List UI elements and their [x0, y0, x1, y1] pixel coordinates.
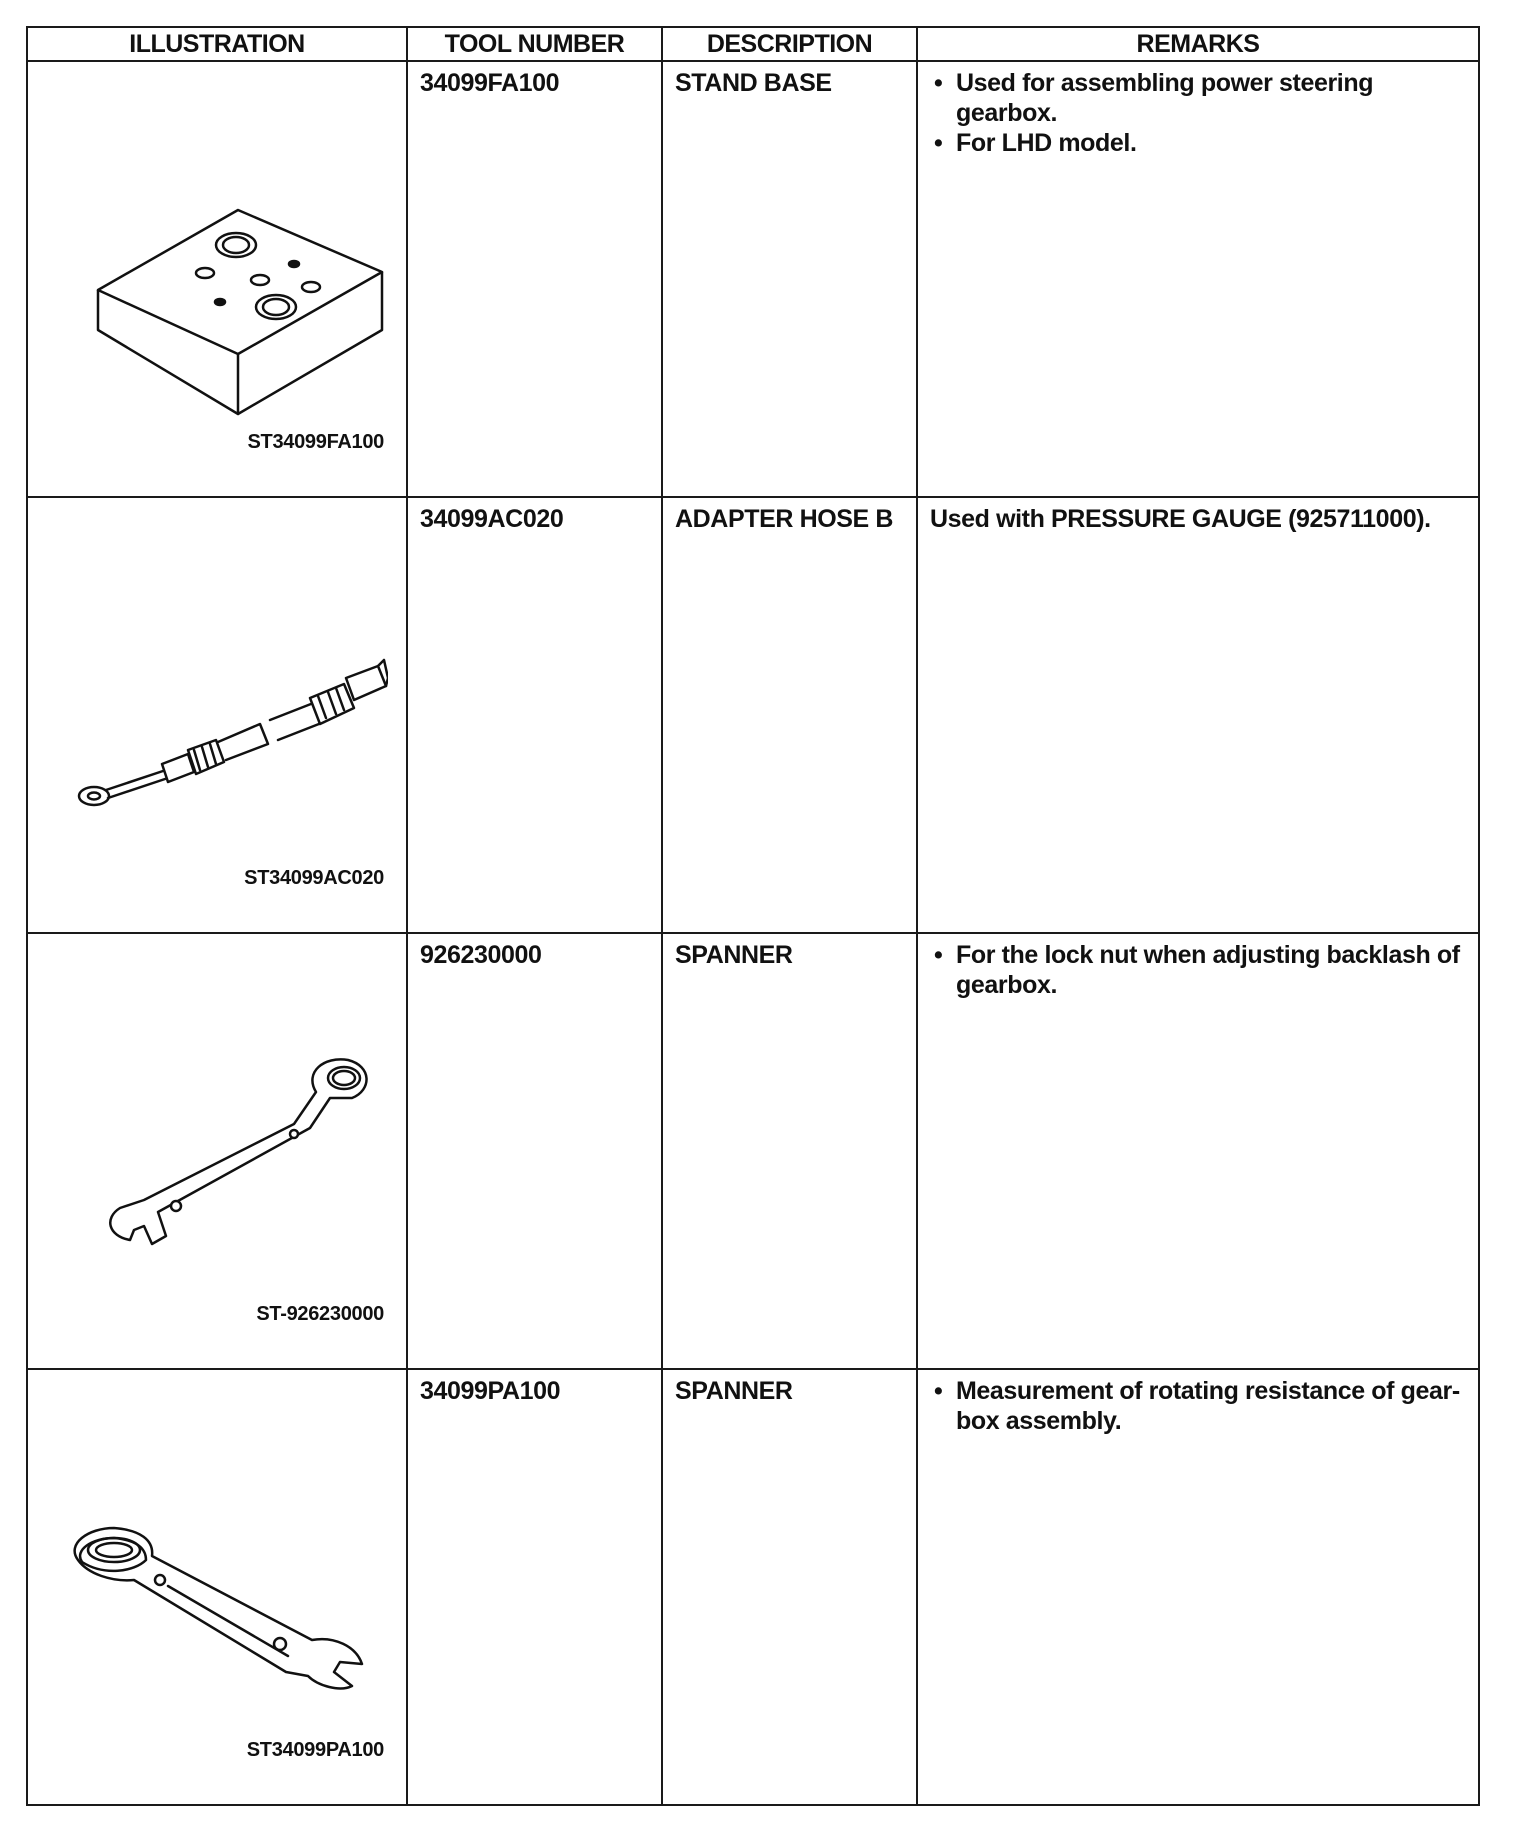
remark-item: • For LHD model.: [930, 128, 1468, 158]
header-illustration: ILLUSTRATION: [27, 27, 407, 61]
remark-item: • Used for assembling power steering gearbox.: [930, 68, 1468, 128]
illustration-cell: [27, 497, 407, 933]
illustration-cell: [27, 61, 407, 497]
table-row: [27, 61, 1479, 497]
table-row: [27, 497, 1479, 933]
illustration-cell: [27, 1369, 407, 1805]
remarks-cell: [917, 497, 1479, 933]
tool-number-cell: 926230000: [407, 933, 662, 1369]
table-row: [27, 1369, 1479, 1805]
remark-text: Used with PRESSURE GAUGE (925711000).: [930, 505, 1431, 533]
tool-number-cell: 34099PA100: [407, 1369, 662, 1805]
description-cell: SPANNER: [662, 1369, 917, 1805]
description-cell: ADAPTER HOSE B: [662, 497, 917, 933]
combination-spanner-icon: [48, 1410, 388, 1730]
stand-base-icon: [48, 102, 388, 422]
header-row: [27, 27, 1479, 61]
remarks-list: [918, 934, 1478, 1000]
illustration-cell: [27, 933, 407, 1369]
remarks-list: [918, 62, 1478, 158]
remarks-cell: [917, 61, 1479, 497]
tool-number-cell: 34099FA100: [407, 61, 662, 497]
special-tools-table: [26, 26, 1480, 1806]
remarks-list: [918, 1370, 1478, 1436]
header-remarks: REMARKS: [917, 27, 1479, 61]
remark-item: • Measurement of rotating resistance of gear-box assembly.: [930, 1376, 1468, 1436]
remark-item: • For the lock nut when adjusting backlash of gearbox.: [930, 940, 1468, 1000]
table-row: [27, 933, 1479, 1369]
offset-spanner-icon: [48, 974, 388, 1294]
remarks-cell: [917, 1369, 1479, 1805]
tool-number-cell: 34099AC020: [407, 497, 662, 933]
adapter-hose-icon: [48, 538, 388, 858]
description-cell: STAND BASE: [662, 61, 917, 497]
illustration-code: ST34099AC020: [244, 867, 384, 889]
illustration-code: ST34099FA100: [247, 431, 384, 453]
illustration-code: ST-926230000: [256, 1303, 384, 1325]
illustration-code: ST34099PA100: [246, 1739, 384, 1761]
header-description: DESCRIPTION: [662, 27, 917, 61]
header-tool-number: TOOL NUMBER: [407, 27, 662, 61]
remarks-cell: [917, 933, 1479, 1369]
description-cell: SPANNER: [662, 933, 917, 1369]
